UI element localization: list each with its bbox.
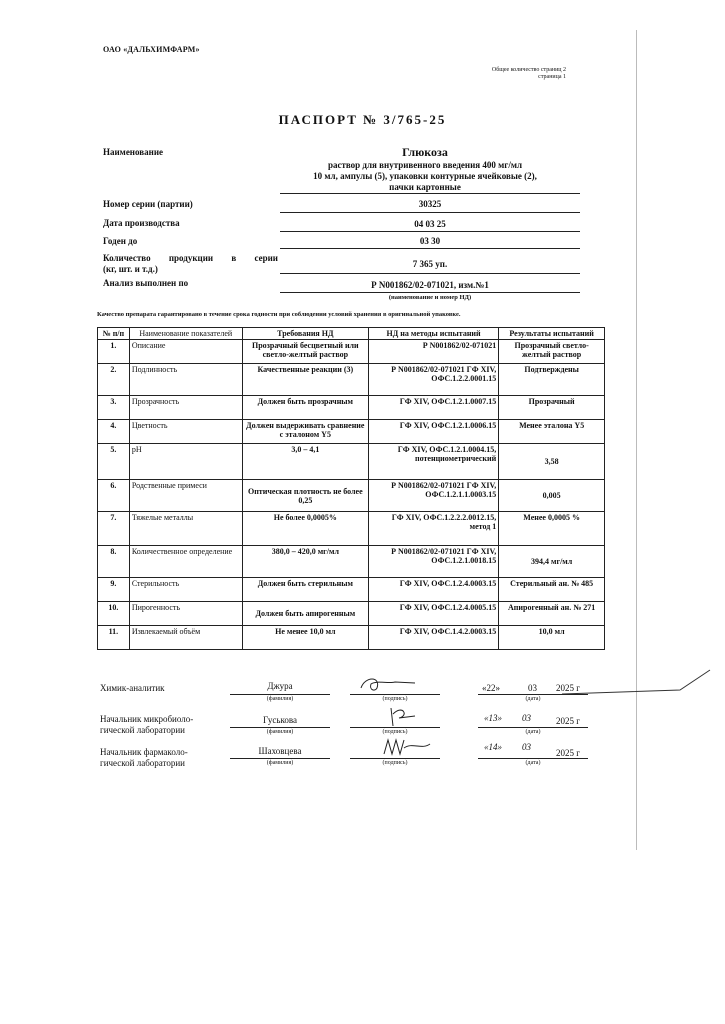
row-indicator: Прозрачность <box>129 396 242 420</box>
product-name: Глюкоза <box>402 145 448 159</box>
series-value: 30325 <box>418 199 442 209</box>
table-row <box>98 444 605 480</box>
row-requirement: Не менее 10,0 мл <box>242 626 368 650</box>
table-row <box>98 364 605 396</box>
row-indicator: Родственные примеси <box>129 480 242 512</box>
row-method: ГФ XIV, ОФС.1.2.4.0003.15 <box>368 578 498 602</box>
pharm-date-day: «14» <box>484 742 502 752</box>
series-label: Номер серии (партии) <box>103 199 193 209</box>
row-number: 2. <box>98 364 130 396</box>
table-row <box>98 512 605 546</box>
micro-date-day: «13» <box>484 713 502 723</box>
table-row <box>98 420 605 444</box>
pharm-label-line2: гической лаборатории <box>100 758 186 768</box>
row-result: Апирогенный ан. № 271 <box>499 602 605 626</box>
product-desc-line2: 10 мл, ампулы (5), упаковки контурные ячейковые (2), <box>313 171 537 181</box>
row-result: Стерильный ан. № 485 <box>499 578 605 602</box>
row-requirement: Оптическая плотность не более 0,25 <box>242 480 368 512</box>
pharm-label <box>100 747 230 769</box>
row-number: 5. <box>98 444 130 480</box>
pharm-caption-surname: (фамилия) <box>266 760 294 766</box>
row-indicator: Подлинность <box>129 364 242 396</box>
row-requirement: Качественные реакции (3) <box>242 364 368 396</box>
prod-date-label: Дата производства <box>103 218 180 228</box>
table-row <box>98 578 605 602</box>
row-indicator: Стерильность <box>129 578 242 602</box>
micro-label-line2: гической лаборатории <box>100 725 186 735</box>
chemist-signature-icon <box>355 674 435 696</box>
analysis-value: Р N001862/02-071021, изм.№1 <box>371 280 489 290</box>
col-header-method: НД на методы испытаний <box>368 328 498 340</box>
row-indicator: Тяжелые металлы <box>129 512 242 546</box>
company-name: ОАО «ДАЛЬХИМФАРМ» <box>103 45 200 54</box>
row-indicator: Цветность <box>129 420 242 444</box>
row-number: 6. <box>98 480 130 512</box>
table-row <box>98 602 605 626</box>
micro-name: Гуськова <box>262 715 297 725</box>
row-result: 0,005 <box>499 480 605 512</box>
row-method: ГФ XIV, ОФС.1.2.1.0004.15, потенциометрический <box>368 444 498 480</box>
product-desc-line3: пачки картонные <box>389 182 461 192</box>
row-requirement: Должен быть апирогенным <box>242 602 368 626</box>
qty-value: 7 365 уп. <box>412 259 448 269</box>
product-desc-line1: раствор для внутривенного введения 400 мг/мл <box>327 160 523 170</box>
micro-caption-signature: (подпись) <box>382 729 408 735</box>
row-result: Прозрачный светло-желтый раствор <box>499 340 605 364</box>
row-number: 1. <box>98 340 130 364</box>
table-header-row <box>98 328 605 340</box>
row-indicator: Описание <box>129 340 242 364</box>
chemist-name: Джура <box>267 681 293 691</box>
analysis-caption: (наименование и номер НД) <box>388 294 472 301</box>
row-number: 4. <box>98 420 130 444</box>
row-result: Прозрачный <box>499 396 605 420</box>
pharm-name: Шаховцева <box>258 746 302 756</box>
product-description <box>270 160 580 193</box>
row-method: ГФ XIV, ОФС.1.2.1.0007.15 <box>368 396 498 420</box>
row-method: ГФ XIV, ОФС.1.2.4.0005.15 <box>368 602 498 626</box>
name-label: Наименование <box>103 147 163 157</box>
row-requirement: Не более 0,0005% <box>242 512 368 546</box>
table-row <box>98 626 605 650</box>
micro-caption-date: (дата) <box>525 729 541 735</box>
prod-date-value: 04 03 25 <box>414 219 446 229</box>
row-requirement: Должен быть прозрачным <box>242 396 368 420</box>
row-method: Р N001862/02-071021 ГФ XIV, ОФС.1.2.1.0018.15 <box>368 546 498 578</box>
results-table <box>97 327 605 650</box>
row-indicator: Пирогенность <box>129 602 242 626</box>
row-result: 3,58 <box>499 444 605 480</box>
expiry-value: 03 30 <box>419 236 441 246</box>
pharm-date-month: 03 <box>522 742 531 752</box>
row-number: 3. <box>98 396 130 420</box>
row-requirement: 3,0 – 4,1 <box>242 444 368 480</box>
row-requirement: Должен быть стерильным <box>242 578 368 602</box>
row-number: 9. <box>98 578 130 602</box>
row-method: Р N001862/02-071021 <box>368 340 498 364</box>
row-method: ГФ XIV, ОФС.1.2.1.0006.15 <box>368 420 498 444</box>
chemist-caption-signature: (подпись) <box>382 696 408 702</box>
page-number: страница 1 <box>538 74 566 80</box>
pages-total: Общее количество страниц 2 <box>491 67 566 73</box>
col-header-number: № п/п <box>98 328 130 340</box>
pharm-label-line1: Начальник фармаколо- <box>100 747 188 757</box>
row-requirement: Прозрачный бесцветный или светло-желтый раствор <box>242 340 368 364</box>
row-indicator: pH <box>129 444 242 480</box>
row-result: Подтверждены <box>499 364 605 396</box>
chemist-label: Химик-аналитик <box>100 683 165 693</box>
col-header-result: Результаты испытаний <box>499 328 605 340</box>
expiry-label: Годен до <box>103 236 138 246</box>
analysis-label: Анализ выполнен по <box>103 278 189 288</box>
row-indicator: Количественное определение <box>129 546 242 578</box>
chemist-caption-surname: (фамилия) <box>266 696 294 702</box>
row-result: 394,4 мг/мл <box>499 546 605 578</box>
table-row <box>98 546 605 578</box>
qty-label <box>103 253 278 275</box>
row-result: 10,0 мл <box>499 626 605 650</box>
row-number: 10. <box>98 602 130 626</box>
row-number: 11. <box>98 626 130 650</box>
page-edge <box>636 30 637 850</box>
row-result: Менее эталона Y5 <box>499 420 605 444</box>
qty-label-line2: (кг, шт. и т.д.) <box>103 264 158 274</box>
pharm-caption-signature: (подпись) <box>382 760 408 766</box>
table-row <box>98 396 605 420</box>
micro-date-month: 03 <box>522 713 531 723</box>
pharm-date-year: 2025 г <box>556 748 580 758</box>
quality-note: Качество препарата гарантировано в течение срока годности при соблюдении условий хранения в оригинальной упаковке. <box>97 311 461 318</box>
qty-label-line1: Количество продукции в серии <box>103 253 278 263</box>
chemist-date-year: 2025 г <box>556 683 580 693</box>
row-method: ГФ XIV, ОФС.1.2.2.2.0012.15, метод 1 <box>368 512 498 546</box>
page-counter <box>470 67 566 81</box>
chemist-caption-date: (дата) <box>525 696 541 702</box>
micro-date-year: 2025 г <box>556 716 580 726</box>
chemist-date-day: «22» <box>482 683 500 693</box>
row-method: Р N001862/02-071021 ГФ XIV, ОФС.1.2.1.1.0003.15 <box>368 480 498 512</box>
table-row <box>98 480 605 512</box>
row-method: Р N001862/02-071021 ГФ XIV, ОФС.1.2.2.0001.15 <box>368 364 498 396</box>
row-method: ГФ XIV, ОФС.1.4.2.0003.15 <box>368 626 498 650</box>
micro-label-line1: Начальник микробиоло- <box>100 714 194 724</box>
row-requirement: 380,0 – 420,0 мг/мл <box>242 546 368 578</box>
micro-label <box>100 714 230 736</box>
row-number: 8. <box>98 546 130 578</box>
pharm-signature-icon <box>378 734 438 760</box>
row-indicator: Извлекаемый объём <box>129 626 242 650</box>
row-result: Менее 0,0005 % <box>499 512 605 546</box>
chemist-date-month: 03 <box>528 683 537 693</box>
row-requirement: Должен выдерживать сравнение с эталоном Y5 <box>242 420 368 444</box>
row-number: 7. <box>98 512 130 546</box>
passport-title: ПАСПОРТ № 3/765-25 <box>278 112 447 127</box>
col-header-requirements: Требования НД <box>242 328 368 340</box>
table-row <box>98 340 605 364</box>
micro-caption-surname: (фамилия) <box>266 729 294 735</box>
col-header-indicator: Наименование показателей <box>129 328 242 340</box>
pharm-caption-date: (дата) <box>525 760 541 766</box>
